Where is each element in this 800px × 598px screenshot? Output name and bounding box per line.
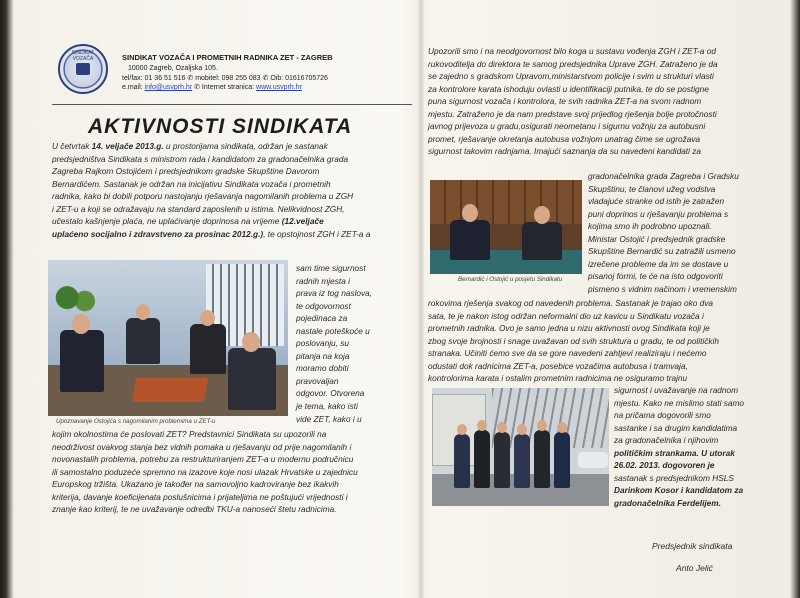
emphasis-text: 14. veljače 2013.g. bbox=[91, 141, 164, 151]
text-line: 26.02. 2013. dogovoren je bbox=[614, 460, 715, 471]
text-line: znanje kao kriterij, te ne uvažavanje odredbi TKU-a nanoseći štetu radnicima. bbox=[52, 504, 337, 515]
text-line: stranaka. Učiniti ćemo sve da se gore navedeni zahtjevi realiziraju i nećemo bbox=[428, 348, 707, 359]
text-line bbox=[52, 203, 370, 216]
text-line: sata, te je nakon istog održan neformalni dio uz kavicu u Sindikatu vozača i bbox=[428, 310, 704, 321]
text-line: puna sigurnost vozača i kontrolora, te svih radnika ZET-a na svom radnom bbox=[428, 96, 702, 107]
bottom-paragraph bbox=[52, 428, 358, 516]
text-segment: U četvrtak bbox=[52, 141, 92, 151]
text-line: te odgovornost bbox=[296, 300, 351, 311]
text-line: Skupštinu, te članovi užeg vodstva bbox=[588, 183, 716, 194]
text-line: kontrolorima karata i ostalim prometnim radnicima ne osiguramo trajnu bbox=[428, 373, 688, 384]
logo-bus-icon bbox=[76, 63, 90, 75]
text-line: sigurnost takovim radnjama. Imajući saznanja da su navedeni kandidati za bbox=[428, 146, 702, 157]
text-line bbox=[52, 153, 370, 166]
text-line: mjestu. Kako ne mislimo stati samo bbox=[614, 397, 745, 408]
text-line: prometnih radnika. Ovo je samo jedna u nizu aktivnosti ovog Sindikata koji je bbox=[428, 323, 710, 334]
text-line bbox=[52, 215, 370, 228]
text-segment: u prostorijama sindikata, održan je sastanak bbox=[163, 141, 328, 151]
text-line: Europskog tržišta. Ukazano je također na samovoljno kadroviranje bez ikakvih bbox=[52, 479, 339, 490]
text-line: gradonačelnika Ferdelijem. bbox=[614, 497, 721, 508]
text-line: sigurnost i uvažavanje na radnom bbox=[614, 385, 739, 395]
org-name: SINDIKAT VOZAČA I PROMETNIH RADNIKA ZET - ZAGREB bbox=[122, 53, 333, 62]
text-line: na pričama dogovorili smo bbox=[614, 410, 711, 421]
text-line bbox=[52, 165, 370, 178]
text-line: novonastalih problema, potrebu za restrukturiranjem ZET-a u modernu područnicu bbox=[52, 454, 354, 465]
text-line: kojima smo ih podrobno upoznali. bbox=[588, 221, 712, 232]
page-title: AKTIVNOSTI SINDIKATA bbox=[88, 115, 353, 138]
text-line: vide ZET, kako i u bbox=[296, 413, 362, 424]
text-line: gradonačelnika grada Zagreba i Gradsku bbox=[588, 171, 739, 181]
text-line: odgovor. Otvorena bbox=[296, 388, 365, 399]
text-line: je tema, kako isti bbox=[296, 401, 358, 412]
text-line: mjestu. Zatraženo je da nam predstave svoj prijedlog rješenja bolje protočnosti bbox=[428, 108, 717, 119]
text-line: prava iz tog naslova, bbox=[296, 288, 373, 299]
right-mid-paragraph bbox=[588, 170, 739, 295]
text-segment: Zagreba Rajkom Ostojićem i predsjednikom gradske Skupštine Davorom bbox=[52, 166, 320, 177]
text-line: sastanke i sa drugim kandidatima bbox=[614, 422, 738, 433]
emphasis-text: uplaćeno socijalno i zdravstveno za prosinac 2012.g.) bbox=[52, 228, 264, 239]
text-line: poslovanju, su bbox=[296, 338, 350, 349]
text-line: pravovaljan bbox=[296, 375, 339, 386]
text-line: Skupštine Bernardić su zatražili usmeno bbox=[588, 246, 736, 257]
text-line: za gradonačelnika i njihovim bbox=[614, 435, 719, 446]
page-fold bbox=[418, 0, 424, 598]
text-line: se zajedno s gradskom Upravom,ministarstvom policije i svim u strukturi vlasti bbox=[428, 71, 714, 82]
text-line: radnih mjesta i bbox=[296, 275, 350, 286]
text-line bbox=[52, 190, 370, 203]
text-line: odustati dok radnicima ZET-a, posebice vozačima autobusa i tramvaja, bbox=[428, 360, 688, 371]
signature-title: Predsjednik sindikata bbox=[652, 541, 733, 551]
text-line: ili samostalno poduzeće spremno na izazove koje nosi ulazak Hrvatske u zajednicu bbox=[52, 466, 358, 477]
email-label: e.mail: bbox=[122, 84, 143, 91]
text-line: kojim okolnostima će poslovati ZET? Predstavnici Sindikata su upozorili na bbox=[52, 429, 327, 439]
org-address: 10000 Zagreb, Ozaljska 105. bbox=[128, 65, 218, 72]
text-line: pisanoj formi, te će na isto odgovoriti bbox=[588, 271, 723, 282]
text-segment: Bernardićem. Sastanak je održan na inicijativu Sindikata vozača i prometnih bbox=[52, 178, 331, 189]
text-segment: radnika, kako bi dobili potporu nastojanju rješavanja nagomilanih problema u ZGH bbox=[52, 191, 354, 202]
text-line: neodrživost ovakvog stanja bez vidnih pomaka u rješavanju od prije nagomilanih i bbox=[52, 441, 352, 452]
text-line: Ministar Ostojić i predsjednik gradske bbox=[588, 233, 726, 244]
text-line: moramo dobiti bbox=[296, 363, 349, 374]
text-line: Upozorili smo i na neodgovornost bilo koga u sustavu vođenja ZGH i ZET-a od bbox=[428, 46, 716, 56]
union-logo bbox=[58, 44, 108, 94]
text-line bbox=[52, 228, 370, 241]
text-line: rokovima rješenja svakog od navedenih problema. Sastanak je trajao oko dva bbox=[428, 298, 714, 308]
intro-paragraph bbox=[52, 140, 370, 240]
org-contact-line bbox=[122, 83, 302, 91]
text-line: nastale poteškoće u bbox=[296, 325, 370, 336]
side-paragraph bbox=[296, 262, 372, 425]
header-divider bbox=[52, 104, 412, 105]
right-side-paragraph bbox=[614, 384, 744, 509]
photo-office-meeting bbox=[48, 260, 288, 416]
text-line: političkim strankama. U utorak bbox=[614, 447, 735, 458]
photo-group-outdoors bbox=[432, 388, 609, 506]
text-line: pojedinaca za bbox=[296, 313, 348, 324]
text-line: puni doprinos u rješavanju problema s bbox=[588, 208, 729, 219]
text-line bbox=[52, 178, 370, 191]
website-link[interactable]: www.usvprh.hr bbox=[256, 84, 302, 91]
text-segment: , te opstojnost ZGH i ZET-a a bbox=[263, 228, 371, 239]
text-line: za kontrolore karata ishoduju ovlasti u identifikaciji putnika, te do se postigne bbox=[428, 83, 709, 94]
text-segment: učestalo kašnjenje plaća, ne uplaćivanje doprinosa na vrijeme bbox=[52, 216, 282, 227]
text-line: kriterija, davanje koeficijenata poslušnicima i prijateljima ne poštujući vrijednosti i bbox=[52, 491, 348, 502]
email-link[interactable]: info@usvprh.hr bbox=[144, 84, 193, 91]
text-line: izrečene probleme da im se dostave u bbox=[588, 258, 729, 269]
text-line: sam time sigurnost bbox=[296, 263, 366, 273]
right-top-paragraph bbox=[428, 45, 718, 158]
org-phones: tel/fax: 01 36 51 516 ✆ mobitel: 098 255 083 ✆ Oib: 01616705726 bbox=[122, 75, 328, 82]
text-line: pitanja na koja bbox=[296, 350, 350, 361]
text-segment: i ZET-u a koji se odražavaju na standard zaposlenih u istima. Nelikvidnost ZGH, bbox=[52, 203, 345, 214]
photo1-caption: Upoznavanje Ostojića s nagomilanim problemima u ZET-u bbox=[56, 418, 216, 425]
text-line: sastanak s predsjednikom HSLS bbox=[614, 472, 734, 483]
text-line: Darinkom Kosor i kandidatom za bbox=[614, 485, 744, 496]
text-segment: predsjedništva Sindikata s ministrom rada i kandidatom za gradonačelnika grada bbox=[52, 153, 349, 164]
internet-label: ✆ Internet stranica: bbox=[194, 84, 255, 91]
right-lower-paragraph bbox=[428, 297, 719, 385]
logo-text: SINDIKAT VOZAČA bbox=[71, 50, 95, 62]
text-line: pismeno s vidnim načinom i vremenskim bbox=[588, 283, 737, 294]
text-line: rukovoditelja do direktora te samog predsjednika Uprave ZGH. Zatraženo je da bbox=[428, 58, 718, 69]
text-line bbox=[52, 140, 370, 153]
text-line: javnog prijevoza u gradu,osigurati neometanu i sigurnu vožnju za autobusni bbox=[428, 121, 706, 132]
text-line: zbog svoje brojnosti i snage uvažavan od svih struktura u gradu, te od političkih bbox=[428, 335, 720, 346]
text-line: promet, rješavanje okretanja autobusa vožnjom unatrag čime se ugrožava bbox=[428, 133, 701, 144]
emphasis-text: (12.veljače bbox=[281, 216, 324, 227]
photo2-caption: Bernardić i Ostojić u posjetu Sindikatu bbox=[458, 276, 563, 283]
signature-name: Anto Jelić bbox=[676, 563, 713, 573]
text-line: vladajuće stranke od istih je zatražen bbox=[588, 196, 725, 207]
photo-bernardic-ostojic bbox=[430, 180, 582, 274]
